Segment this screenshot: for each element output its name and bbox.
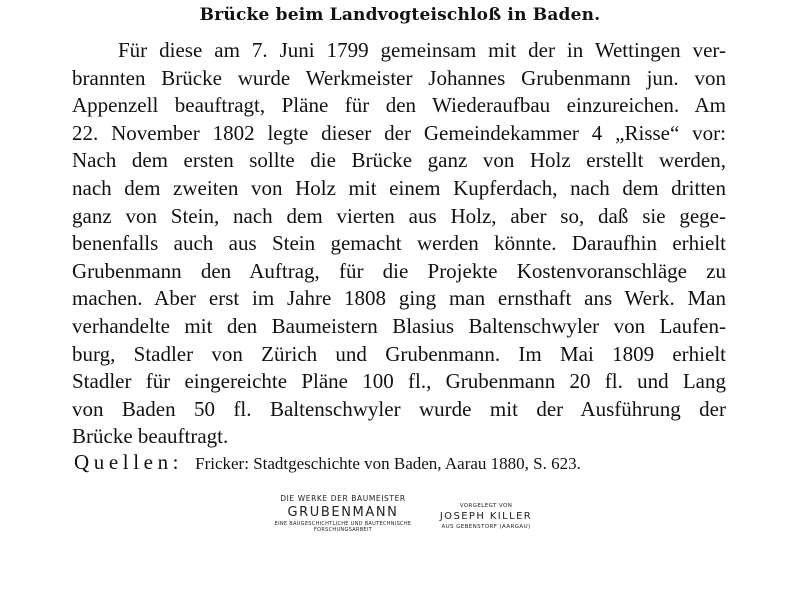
body-line: benenfalls auch aus Stein gemacht werden könnte. Daraufhin erhielt (72, 231, 726, 256)
footer-series-subtitle: EINE BAUGESCHICHTLICHE UND BAUTECHNISCHE (274, 521, 412, 527)
body-line: Nach dem ersten sollte die Brücke ganz von Holz erstellt werden, (72, 148, 726, 173)
footer-series-block (260, 494, 426, 533)
sources-citation: Fricker: Stadtgeschichte von Baden, Aarau 1880, S. 623. (195, 454, 581, 473)
body-line: verhandelte mit den Baumeistern Blasius Baltenschwyler von Laufen- (72, 313, 726, 338)
footer-author-origin: AUS GEBENSTORF (AARGAU) (441, 524, 531, 530)
body-line: burg, Stadler von Zürich und Grubenmann. Im Mai 1809 erhielt (72, 341, 726, 366)
body-line: ganz von Stein, nach dem vierten aus Holz, aber so, daß sie gege- (72, 203, 726, 228)
body-paragraph (72, 37, 726, 451)
footer-author-name: JOSEPH KILLER (439, 511, 533, 522)
body-line: nach dem zweiten von Holz mit einem Kupferdach, nach dem dritten (72, 175, 726, 200)
footer-author-block (430, 502, 542, 531)
body-line: Stadler für eingereichte Pläne 100 fl., Grubenmann 20 fl. und Lang (72, 369, 726, 394)
body-line: brannten Brücke wurde Werkmeister Johannes Grubenmann jun. von (72, 65, 726, 90)
footer-presented-by: VORGELEGT VON (459, 503, 513, 509)
footer-series-title: GRUBENMANN (287, 505, 399, 520)
body-line: Grubenmann den Auftrag, für die Projekte Kostenvoranschläge zu (72, 258, 726, 283)
sources-line (74, 450, 734, 475)
body-line: Appenzell beauftragt, Pläne für den Wiederaufbau einzureichen. Am (72, 93, 726, 118)
body-line: Brücke beauftragt. (72, 424, 229, 449)
footer-imprint (260, 494, 560, 554)
page-title: Brücke beim Landvogteischloß in Baden. (199, 5, 601, 25)
footer-series-heading: DIE WERKE DER BAUMEISTER (280, 494, 406, 503)
body-line: Für diese am 7. Juni 1799 gemeinsam mit der in Wettingen ver- (118, 38, 726, 62)
footer-series-subtitle-2: FORSCHUNGSARBEIT (313, 527, 373, 533)
body-line: 22. November 1802 legte dieser der Gemeindekammer 4 „Risse“ vor: (72, 120, 726, 145)
body-line: von Baden 50 fl. Baltenschwyler wurde mit der Ausführung der (72, 396, 726, 421)
body-line: machen. Aber erst im Jahre 1808 ging man ernsthaft ans Werk. Man (72, 286, 726, 311)
sources-label: Quellen: (74, 450, 184, 474)
